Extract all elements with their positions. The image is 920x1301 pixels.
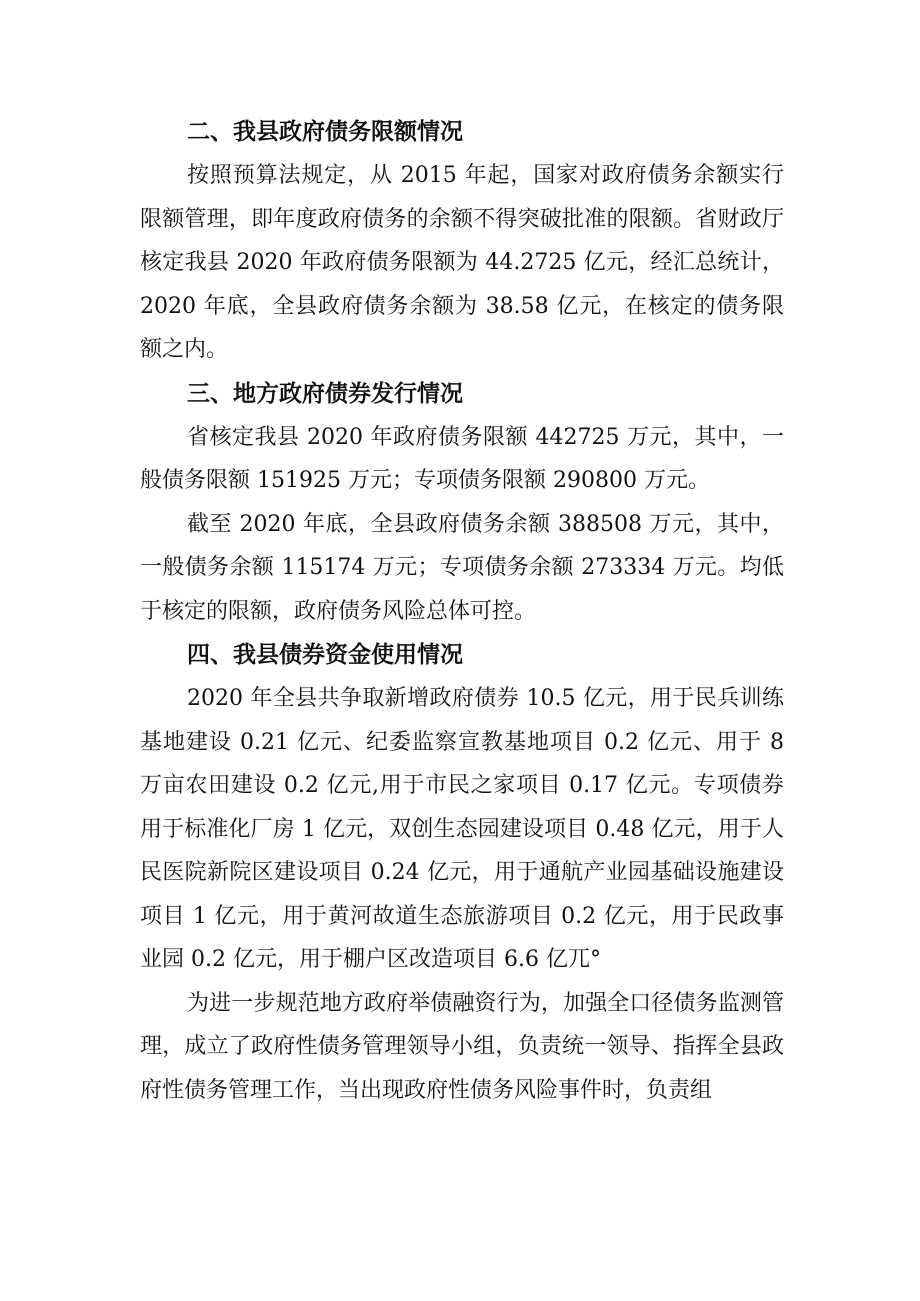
section-bond-issuance [140,372,784,634]
paragraph: 2020 年全县共争取新增政府债券 10.5 亿元，用于民兵训练基地建设 0.21 亿元、纪委监察宣教基地项目 0.2 亿元、用于 8 万亩农田建设 0.2 亿元,用于市民之家项目 0.17 亿元。专项债券用于标准化厂房 1 亿元，双创生态园建设项目 0.48 亿元，用于人民医院新院区建设项目 0.24 亿元，用于通航产业园基础设施建设项目 1 亿元，用于黄河故道生态旅游项目 0.2 亿元，用于民政事业园 0.2 亿元，用于棚户区改造项目 6.6 亿兀° [140,686,784,972]
section-debt-limit [140,110,784,372]
paragraph: 截至 2020 年底，全县政府债务余额 388508 万元，其中，一般债务余额 115174 万元；专项债务余额 273334 万元。均低于核定的限额，政府债务风险总体可控。 [140,511,784,624]
section-heading: 四、我县债券资金使用情况 [187,642,463,668]
section-heading: 二、我县政府债务限额情况 [187,119,463,145]
paragraph: 省核定我县 2020 年政府债务限额 442725 万元，其中，一般债务限额 151925 万元；专项债务限额 290800 万元。 [140,424,784,493]
section-bond-fund-usage [140,633,784,1112]
section-heading: 三、地方政府债券发行情况 [187,380,463,407]
paragraph: 为进一步规范地方政府举债融资行为，加强全口径债务监测管理，成立了政府性债务管理领导小组，负责统一领导、指挥全县政府性债务管理工作，当出现政府性债务风险事件时，负责组 [140,990,784,1103]
paragraph: 按照预算法规定，从 2015 年起，国家对政府债务余额实行限额管理，即年度政府债务的余额不得突破批准的限额。省财政厅核定我县 2020 年政府债务限额为 44.2725 亿元，经汇总统计，2020 年底，全县政府债务余额为 38.58 亿元，在核定的债务限额之内。 [140,163,784,362]
